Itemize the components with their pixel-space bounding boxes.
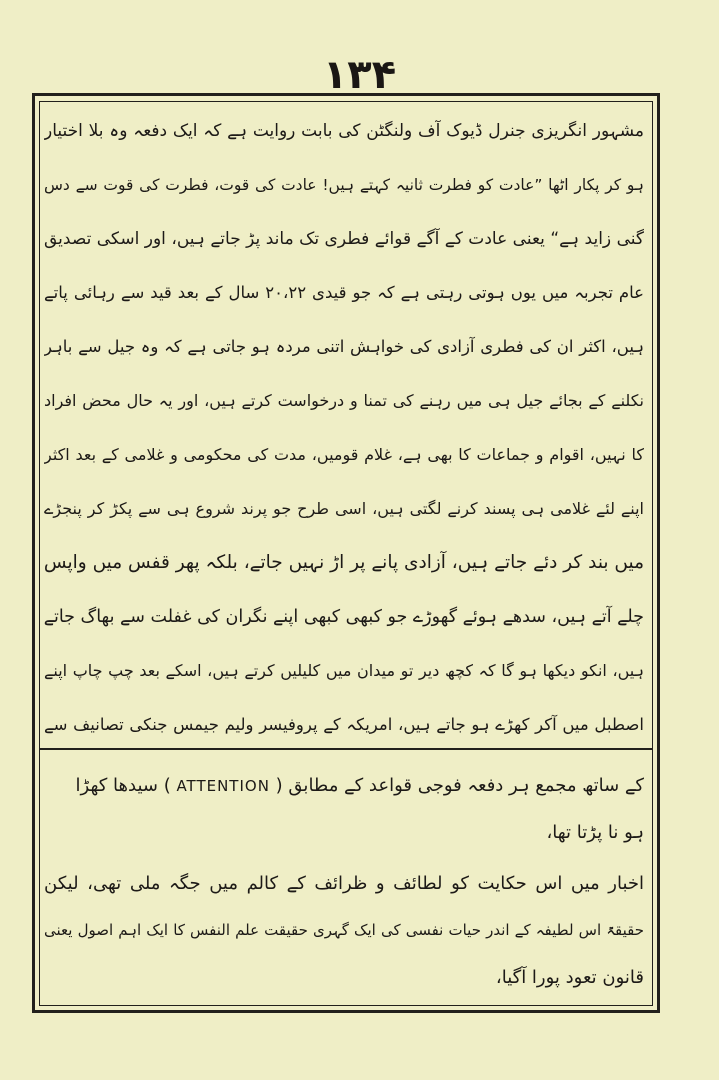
text-line: عام تجربہ میں یوں ہوتی رہتی ہے کہ جو قیدی ۲۰،۲۲ سال کے بعد قید سے رہائی پاتے bbox=[44, 283, 644, 302]
footnote-line: ہو نا پڑتا تھا، bbox=[546, 822, 644, 843]
text-line: ہیں، انکو دیکھا ہو گا کہ کچھ دیر تو میدان میں کلیلیں کرتے ہیں، اسکے بعد چپ چاپ اپنے bbox=[44, 661, 644, 680]
text-line: کا نہیں، اقوام و جماعات کا بھی ہے، غلام قومیں، مدت کی محکومی و غلامی کے بعد اکثر bbox=[44, 445, 644, 464]
main-text bbox=[44, 104, 644, 752]
text-line: ہو کر پکار اٹھا ”عادت کو فطرت ثانیہ کہتے ہیں! عادت کی قوت، فطرت کی قوت سے دس bbox=[44, 176, 644, 194]
text-line: چلے آتے ہیں، سدھے ہوئے گھوڑے جو کبھی کبھی اپنے نگران کی غفلت سے بھاگ جاتے bbox=[44, 607, 644, 627]
footnote-line: اخبار میں اس حکایت کو لطائف و ظرائف کے کالم میں جگہ ملی تھی، لیکن bbox=[44, 873, 644, 894]
text-line: اصطبل میں آکر کھڑے ہو جاتے ہیں، امریکہ کے پروفیسر ولیم جیمس جنکی تصانیف سے bbox=[44, 715, 644, 734]
footnote-line: حقیقۃً اس لطیفہ کے اندر حیات نفسی کی ایک گہری حقیقت علم النفس کا ایک اہم اصول یعنی bbox=[44, 921, 644, 939]
footnote-text: کے ساتھ مجمع ہر دفعہ فوجی قواعد کے مطابق ( bbox=[275, 775, 644, 796]
text-line: میں بند کر دئے جاتے ہیں، آزادی پانے پر اڑ نہیں جاتے، بلکہ پھر قفس میں واپس bbox=[44, 552, 644, 573]
footnote-line: قانون تعود پورا آگیا، bbox=[495, 967, 644, 988]
text-line: اپنے لئے غلامی ہی پسند کرنے لگتی ہیں، اسی طرح جو پرند شروع ہی سے پکڑ کر پنجڑے bbox=[44, 499, 644, 518]
footnote bbox=[44, 762, 644, 1001]
footnote-latin-word: ATTENTION bbox=[176, 777, 270, 795]
text-line: ہیں، اکثر ان کی فطری آزادی کی خواہش اتنی مردہ ہو جاتی ہے کہ وہ جیل سے باہر bbox=[44, 337, 644, 356]
page-number: ۱۳۴ bbox=[322, 52, 397, 98]
text-line: نکلنے کے بجائے جیل ہی میں رہنے کی تمنا و درخواست کرتے ہیں، اور یہ حال محض افراد bbox=[44, 391, 644, 410]
text-line: گنی زاید ہے“ یعنی عادت کے آگے قوائے فطری تک ماند پڑ جاتے ہیں، اور اسکی تصدیق bbox=[44, 229, 644, 249]
footnote-text: ) سیدھا کھڑا bbox=[75, 775, 171, 796]
footnote-line bbox=[44, 762, 644, 809]
text-line: مشہور انگریزی جنرل ڈیوک آف ولنگٹن کی بابت روایت ہے کہ ایک دفعہ وہ بلا اختیار bbox=[44, 121, 644, 141]
